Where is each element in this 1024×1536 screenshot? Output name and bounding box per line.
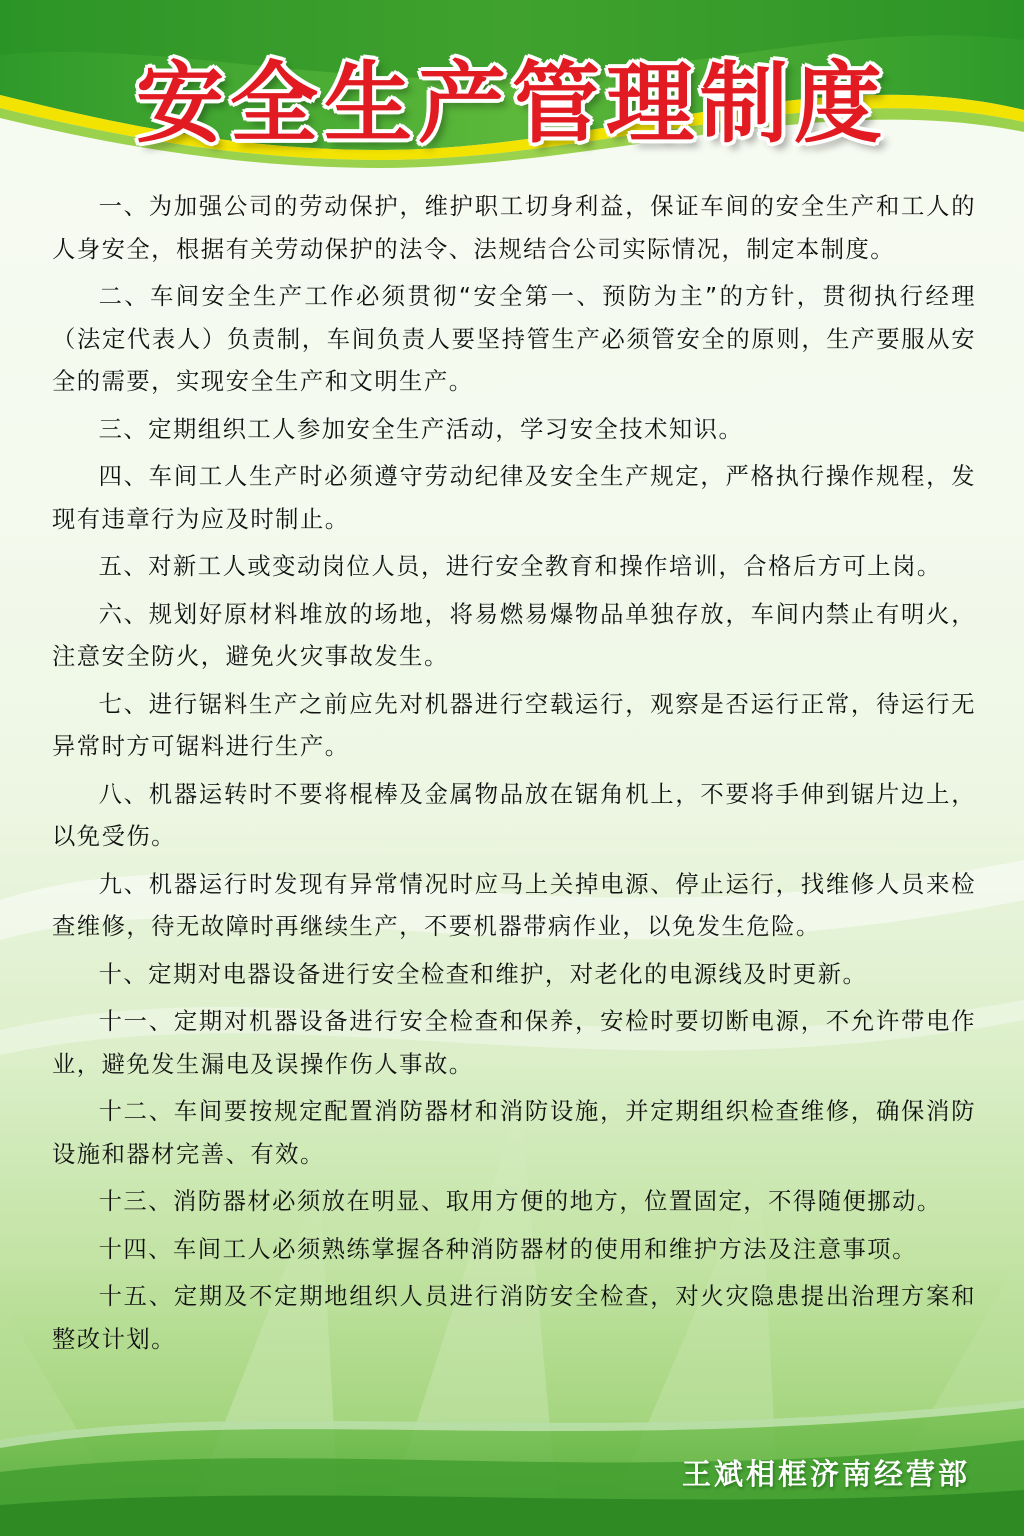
rule-clause-2: 二、车间安全生产工作必须贯彻“安全第一、预防为主”的方针，贯彻执行经理（法定代表人）负责制，车间负责人要坚持管生产必须管安全的原则，生产要服从安全的需要，实现安全生产和文明生产。 (52, 283, 976, 395)
rule-clause-10: 十、定期对电器设备进行安全检查和维护，对老化的电源线及时更新。 (98, 960, 868, 988)
poster-title: 安全生产管理制度 (135, 51, 888, 155)
rule-clause-1: 一、为加强公司的劳动保护，维护职工切身利益，保证车间的安全生产和工人的人身安全，根据有关劳动保护的法令、法规结合公司实际情况，制定本制度。 (52, 193, 976, 263)
rule-clause-9: 九、机器运行时发现有异常情况时应马上关掉电源、停止运行，找维修人员来检查维修，待无故障时再继续生产，不要机器带病作业，以免发生危险。 (52, 870, 976, 940)
rule-clause-15: 十五、定期及不定期地组织人员进行消防安全检查，对火灾隐患提出治理方案和整改计划。 (52, 1283, 976, 1353)
rule-clause-5: 五、对新工人或变动岗位人员，进行安全教育和操作培训，合格后方可上岗。 (98, 553, 942, 580)
rule-clause-12: 十二、车间要按规定配置消防器材和消防设施，并定期组织检查维修，确保消防设施和器材完善、有效。 (52, 1098, 976, 1168)
issuer-name: 王斌相框济南经营部 (681, 1457, 970, 1491)
rule-clause-14: 十四、车间工人必须熟练掌握各种消防器材的使用和维护方法及注意事项。 (98, 1235, 917, 1263)
rule-clause-4: 四、车间工人生产时必须遵守劳动纪律及安全生产规定，严格执行操作规程，发现有违章行为应及时制止。 (52, 463, 976, 533)
rule-clause-7: 七、进行锯料生产之前应先对机器进行空载运行，观察是否运行正常，待运行无异常时方可锯料进行生产。 (52, 690, 976, 760)
rule-clause-8: 八、机器运转时不要将棍棒及金属物品放在锯角机上，不要将手伸到锯片边上，以免受伤。 (52, 780, 976, 850)
rule-clause-11: 十一、定期对机器设备进行安全检查和保养，安检时要切断电源，不允许带电作业，避免发生漏电及误操作伤人事故。 (52, 1008, 976, 1078)
rule-clause-13: 十三、消防器材必须放在明显、取用方便的地方，位置固定，不得随便挪动。 (98, 1188, 942, 1215)
rule-clause-3: 三、定期组织工人参加安全生产活动，学习安全技术知识。 (98, 415, 744, 443)
rules-list (52, 186, 976, 1366)
rule-clause-6: 六、规划好原材料堆放的场地，将易燃易爆物品单独存放，车间内禁止有明火，注意安全防火，避免火灾事故发生。 (52, 600, 976, 670)
